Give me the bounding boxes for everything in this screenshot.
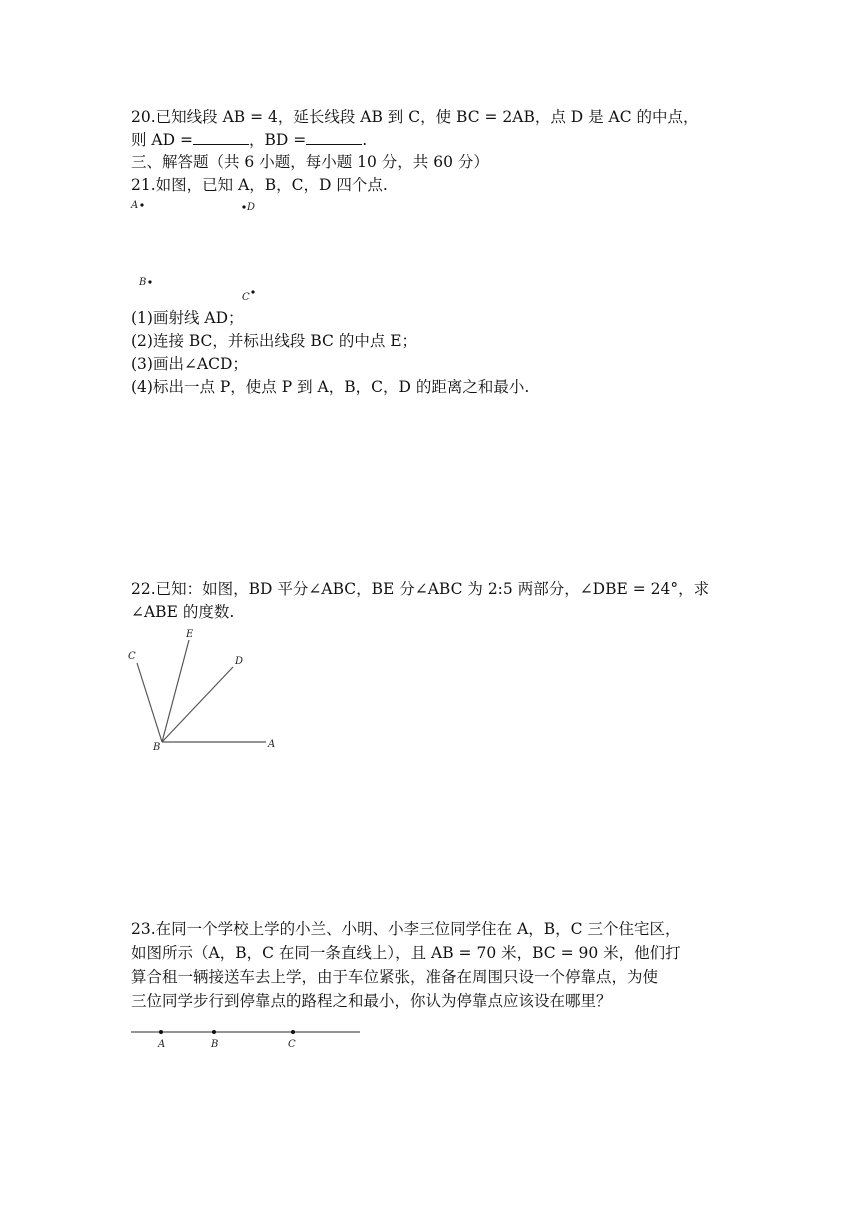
q23-line4: 三位同学步行到停靠点的路程之和最小，你认为停靠点应该设在哪里？ bbox=[131, 992, 612, 1010]
q20-end: . bbox=[362, 131, 368, 149]
q21-part-2: (2)连接 BC，并标出线段 BC 的中点 E； bbox=[131, 332, 418, 350]
q21-point-d bbox=[242, 205, 245, 208]
q20-ad-label: 则 AD = bbox=[131, 131, 193, 149]
q21-label-c: C bbox=[242, 292, 250, 303]
q22-label-c: C bbox=[128, 651, 136, 662]
q22-line2: ∠ABE 的度数. bbox=[131, 603, 235, 621]
q20-line1: 20.已知线段 AB = 4，延长线段 AB 到 C，使 BC = 2AB，点 D 是 AC 的中点， bbox=[131, 108, 699, 126]
q22-line1: 22.已知：如图，BD 平分∠ABC，BE 分∠ABC 为 2:5 两部分，∠DBE = 24°，求 bbox=[131, 580, 710, 598]
q21-point-b bbox=[148, 280, 151, 283]
q21-label-d: D bbox=[247, 202, 256, 213]
q23-line1: 23.在同一个学校上学的小兰、小明、小李三位同学住在 A，B，C 三个住宅区， bbox=[131, 920, 681, 938]
q23-point-a bbox=[159, 1030, 163, 1034]
q23-label-c: C bbox=[288, 1039, 296, 1050]
q21-figure bbox=[130, 200, 255, 303]
q21-label-a: A bbox=[131, 200, 139, 211]
q22-label-a: A bbox=[268, 739, 276, 750]
q23-point-c bbox=[291, 1030, 295, 1034]
q23-line2: 如图所示（A，B，C 在同一条直线上），且 AB = 70 米，BC = 90 米，他们打 bbox=[131, 944, 681, 962]
q22-ray-bc bbox=[137, 663, 162, 742]
q23-figure bbox=[131, 1030, 360, 1050]
q22-label-e: E bbox=[186, 629, 194, 640]
q21-part-1: (1)画射线 AD； bbox=[131, 309, 244, 327]
q21-point-c bbox=[251, 290, 254, 293]
q23-label-b: B bbox=[211, 1039, 219, 1050]
q22-figure bbox=[128, 629, 275, 753]
q22-ray-bd bbox=[162, 667, 233, 742]
q22-ray-be bbox=[162, 640, 189, 742]
q20-bd-label: ，BD = bbox=[248, 131, 307, 149]
q21-part-4: (4)标出一点 P，使点 P 到 A，B，C，D 的距离之和最小. bbox=[131, 378, 530, 396]
q22-label-b: B bbox=[153, 742, 161, 753]
q21-stem: 21.如图，已知 A，B，C，D 四个点. bbox=[131, 176, 388, 194]
q22-label-d: D bbox=[235, 656, 244, 667]
q23-line3: 算合租一辆接送车去上学，由于车位紧张，准备在周围只设一个停靠点，为使 bbox=[131, 968, 659, 986]
q21-label-b: B bbox=[139, 277, 147, 288]
q21-part-3: (3)画出∠ACD； bbox=[131, 355, 248, 373]
section-heading: 三、解答题（共 6 小题，每小题 10 分，共 60 分） bbox=[131, 153, 489, 171]
q21-point-a bbox=[140, 203, 143, 206]
q23-point-b bbox=[212, 1030, 216, 1034]
q23-label-a: A bbox=[158, 1039, 166, 1050]
